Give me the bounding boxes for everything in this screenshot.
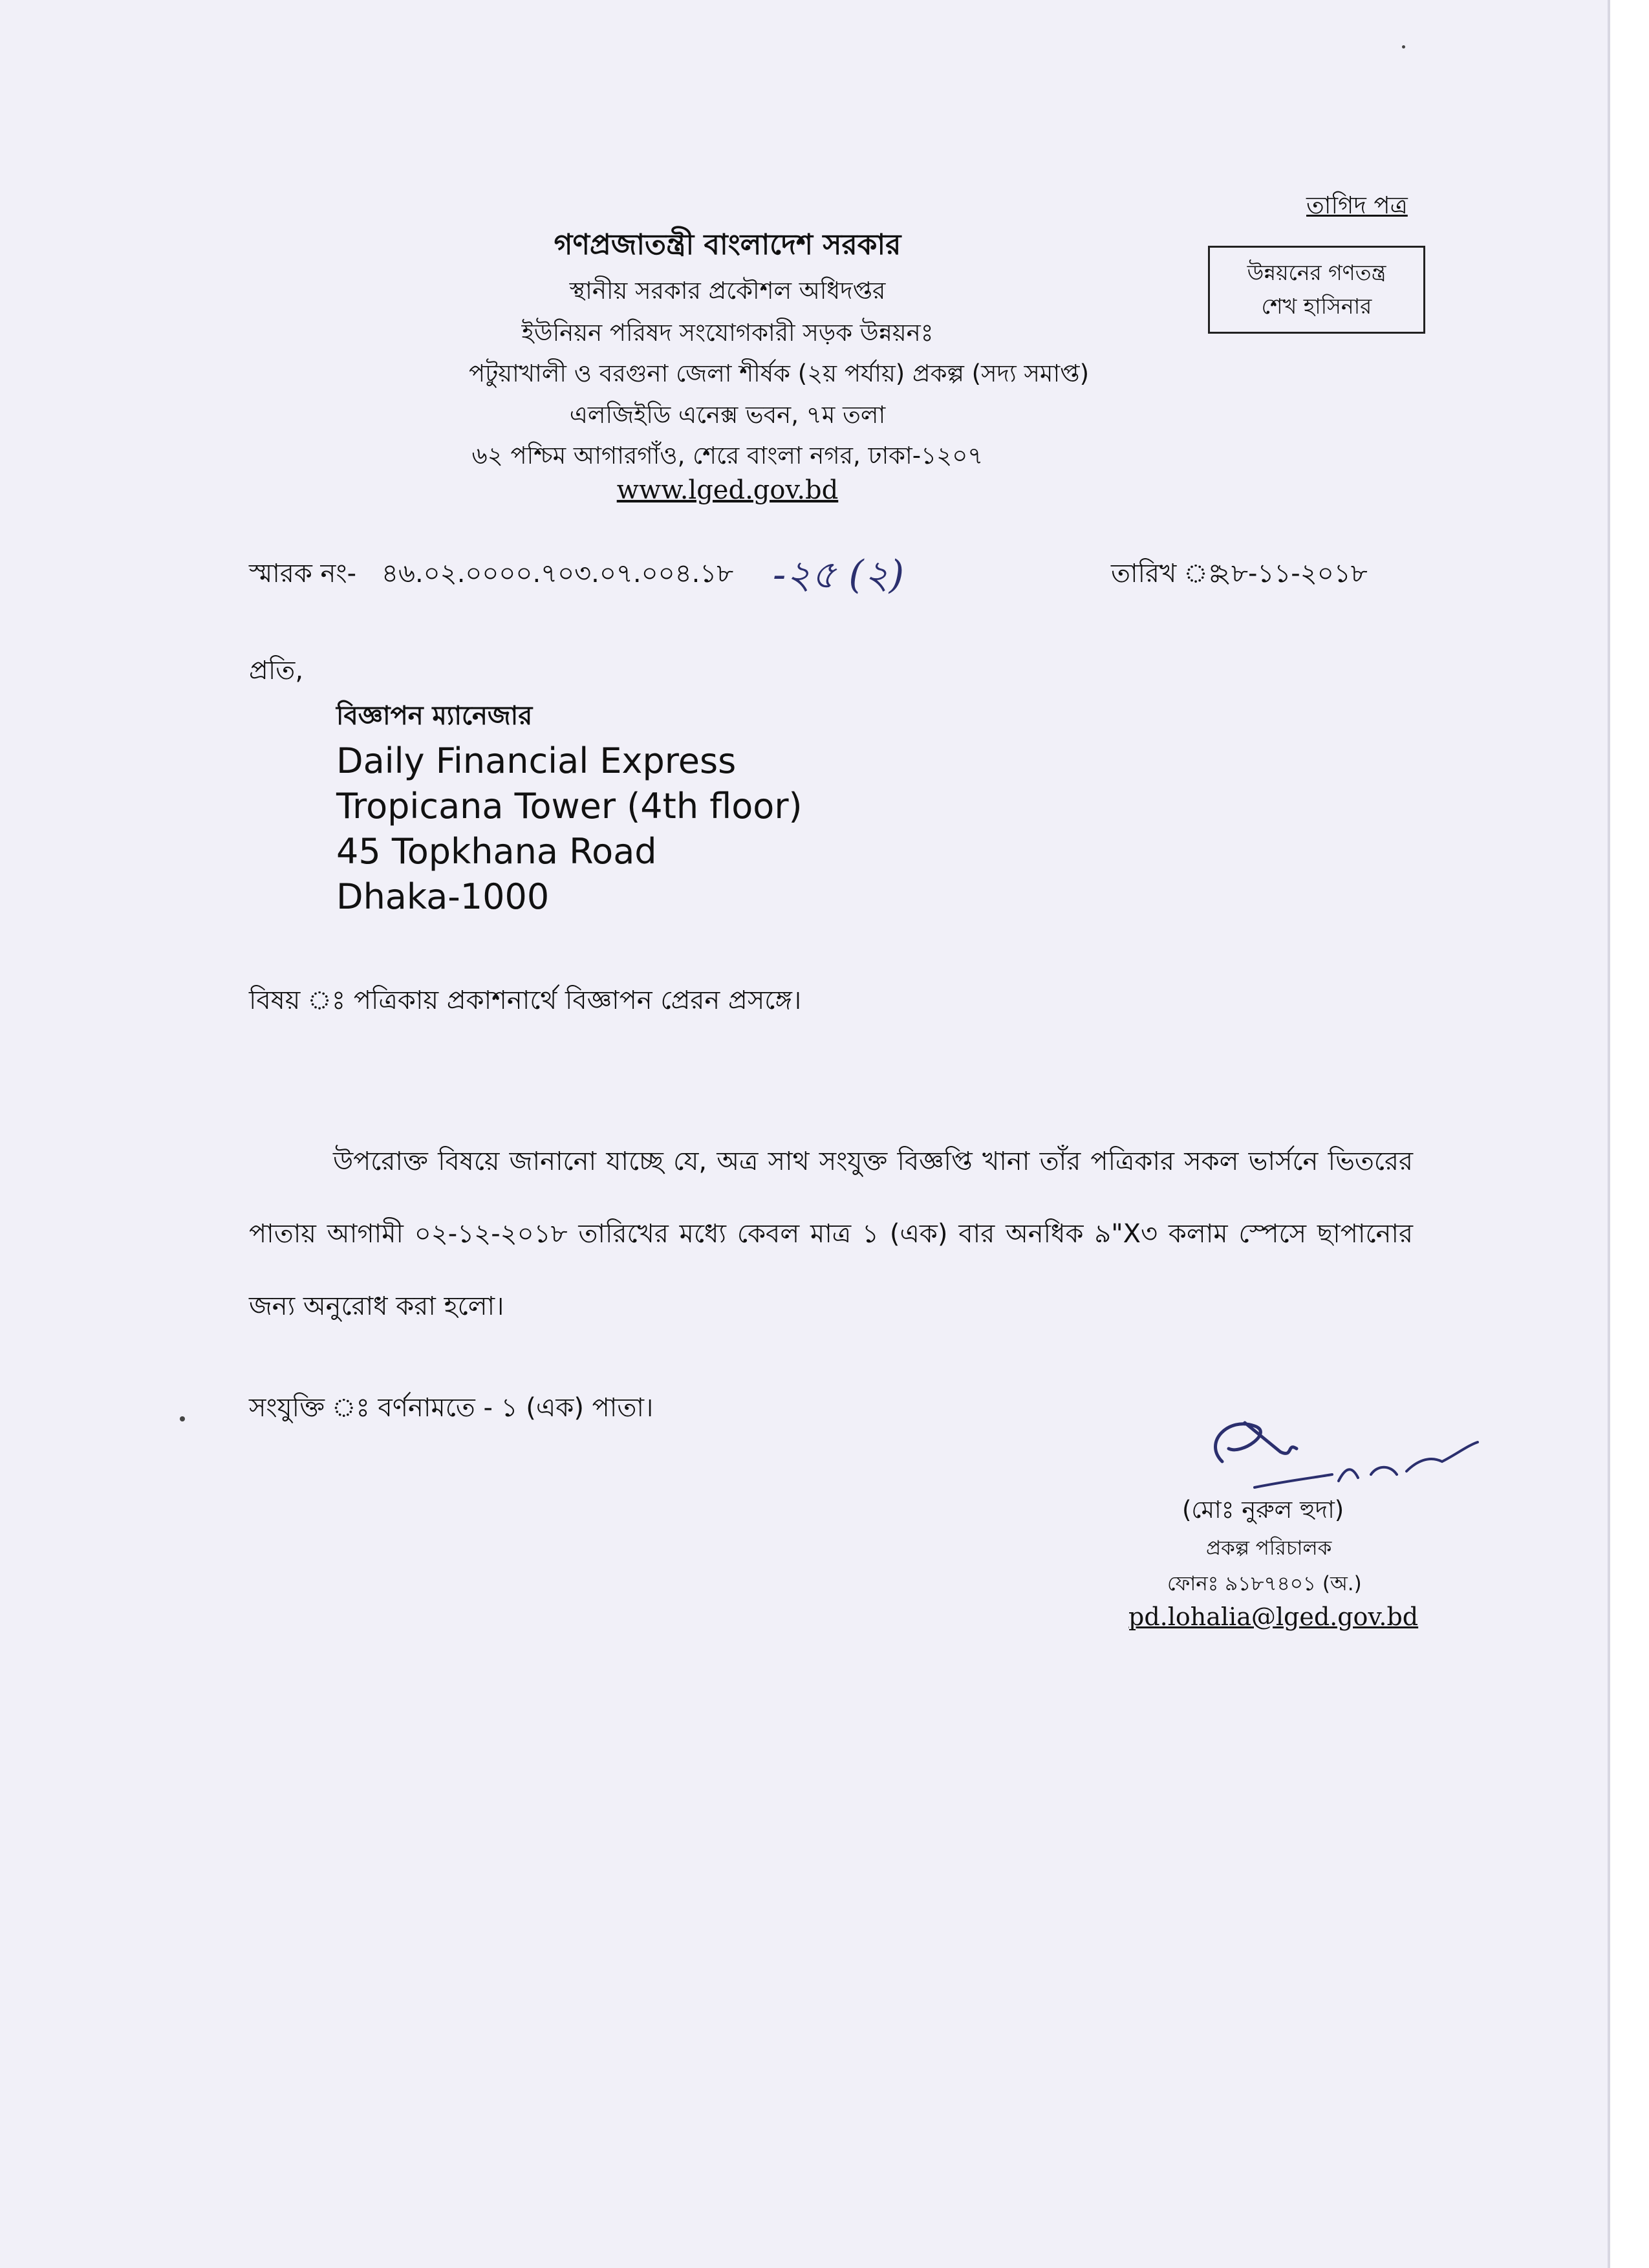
signatory-email-link[interactable]: pd.lohalia@lged.gov.bd xyxy=(1128,1603,1419,1631)
body-text: উপরোক্ত বিষয়ে জানানো যাচ্ছে যে, অত্র সাথ সংযুক্ত বিজ্ঞপ্তি খানা তাঁর পত্রিকার সকল ভার্সনে ভিতরের পাতায় আগামী ০২-১২-২০১৮ তারিখের মধ্যে কেবল মাত্র ১ (এক) বার অনধিক ৯"X৩ কলাম স্পেসে ছাপানোর জন্য অনুরোধ করা হলো। xyxy=(249,1147,1413,1321)
reference-label: স্মারক নং- xyxy=(249,559,357,589)
letterhead-website-link[interactable]: www.lged.gov.bd xyxy=(616,475,839,505)
slogan-line-2: শেখ হাসিনার xyxy=(1261,294,1372,319)
letterhead-title: গণপ্রজাতন্ত্রী বাংলাদেশ সরকার xyxy=(554,228,901,261)
letterhead-project-line-2: পটুয়াখালী ও বরগুনা জেলা শীর্ষক (২য় পর্যায়) প্রকল্প (সদ্য সমাপ্ত) xyxy=(469,360,1090,387)
letterhead-address: ৬২ পশ্চিম আগারগাঁও, শেরে বাংলা নগর, ঢাকা-১২০৭ xyxy=(471,442,984,470)
reference-handwritten-suffix: -২৫ (২) xyxy=(773,552,905,598)
scan-speck xyxy=(180,1416,185,1421)
recipient-name: বিজ্ঞাপন ম্যানেজার xyxy=(336,701,533,731)
attachment-line: সংযুক্তি ঃ বর্ণনামতে - ১ (এক) পাতা। xyxy=(249,1393,654,1423)
reference-number: ৪৬.০২.০০০০.৭০৩.০৭.০০৪.১৮ xyxy=(382,559,734,589)
date-value: ২৮-১১-২০১৮ xyxy=(1214,559,1368,589)
slogan-box xyxy=(1208,246,1425,334)
subject-line: বিষয় ঃ পত্রিকায় প্রকাশনার্থে বিজ্ঞাপন প্রেরন প্রসঙ্গে। xyxy=(249,986,802,1015)
scan-speck xyxy=(1402,45,1405,49)
handwritten-signature xyxy=(1183,1403,1481,1500)
signatory-title: প্রকল্প পরিচালক xyxy=(1206,1537,1332,1560)
date-label: তারিখ ঃ xyxy=(1111,559,1222,589)
to-label: প্রতি, xyxy=(249,656,304,686)
recipient-address-line-1: Daily Financial Express xyxy=(336,740,737,781)
letterhead-department: স্থানীয় সরকার প্রকৌশল অধিদপ্তর xyxy=(569,277,886,305)
letterhead-building: এলজিইডি এনেক্স ভবন, ৭ম তলা xyxy=(569,401,886,429)
signatory-name: (মোঃ নুরুল হুদা) xyxy=(1182,1496,1344,1524)
letterhead-project-line-1: ইউনিয়ন পরিষদ সংযোগকারী সড়ক উন্নয়নঃ xyxy=(521,319,934,347)
scan-margin xyxy=(1610,0,1649,2268)
recipient-address-line-3: 45 Topkhana Road xyxy=(336,831,657,872)
body-paragraph xyxy=(249,1125,1413,1343)
signatory-phone: ফোনঃ ৯১৮৭৪০১ (অ.) xyxy=(1167,1572,1362,1595)
slogan-line-1: উন্নয়নের গণতন্ত্র xyxy=(1247,260,1386,285)
reminder-label: তাগিদ পত্র xyxy=(1306,191,1408,219)
recipient-address-line-4: Dhaka-1000 xyxy=(336,876,550,917)
recipient-address-line-2: Tropicana Tower (4th floor) xyxy=(336,786,803,826)
